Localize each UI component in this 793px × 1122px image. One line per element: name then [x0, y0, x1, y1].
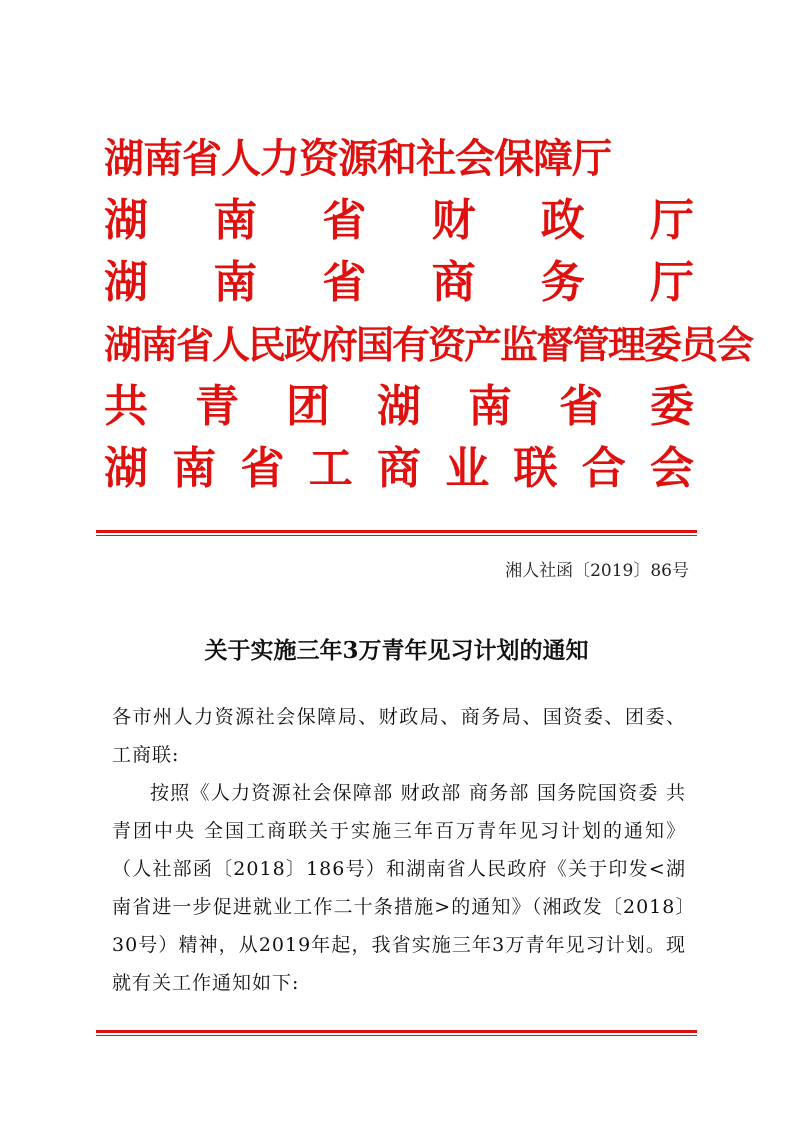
- header-divider: [96, 530, 697, 536]
- issuer-text: 湖 南 省 财 政 厅: [104, 195, 694, 246]
- issuer-text-4: 湖南省人民政府国有资产监督管理委员会: [104, 322, 753, 367]
- divider-thin-line: [96, 535, 697, 536]
- issuer-line-1: [104, 128, 694, 190]
- body-paragraph: 按照《人力资源社会保障部 财政部 商务部 国务院国资委 共青团中央 全国工商联关于实施三年百万青年见习计划的通知》（人社部函〔2018〕186号）和湖南省人民政府《关于印发<湖南省进一步促进就业工作二十条措施>的通知》（湘政发〔2018〕30号）精神，从2019年起，我省实施三年3万青年见习计划。现就有关工作通知如下:: [112, 782, 686, 994]
- issuer-text-1: 湖南省人力资源和社会保障厅: [104, 135, 611, 182]
- issuer-header: [104, 128, 753, 500]
- document-body: [112, 698, 686, 1002]
- salutation: 各市州人力资源社会保障局、财政局、商务局、国资委、团委、工商联:: [112, 706, 686, 766]
- issuer-line-3: [104, 252, 694, 314]
- issuer-line-6: [104, 438, 694, 500]
- issuer-line-2: [104, 190, 694, 252]
- divider-thick-line: [96, 530, 697, 533]
- footer-divider: [96, 1030, 697, 1036]
- issuer-text: 湖 南 省 商 务 厅: [104, 257, 694, 308]
- footer-divider-thin-line: [96, 1035, 697, 1036]
- issuer-text: 湖 南 省 工 商 业 联 合 会: [104, 443, 694, 494]
- footer-divider-thick-line: [96, 1030, 697, 1033]
- issuer-line-5: [104, 376, 694, 438]
- issuer-line-4: [104, 314, 753, 376]
- document-number: 湘人社函〔2019〕86号: [505, 561, 689, 581]
- issuer-text: 共 青 团 湖 南 省 委: [104, 381, 694, 432]
- document-title: 关于实施三年3万青年见习计划的通知: [204, 637, 589, 664]
